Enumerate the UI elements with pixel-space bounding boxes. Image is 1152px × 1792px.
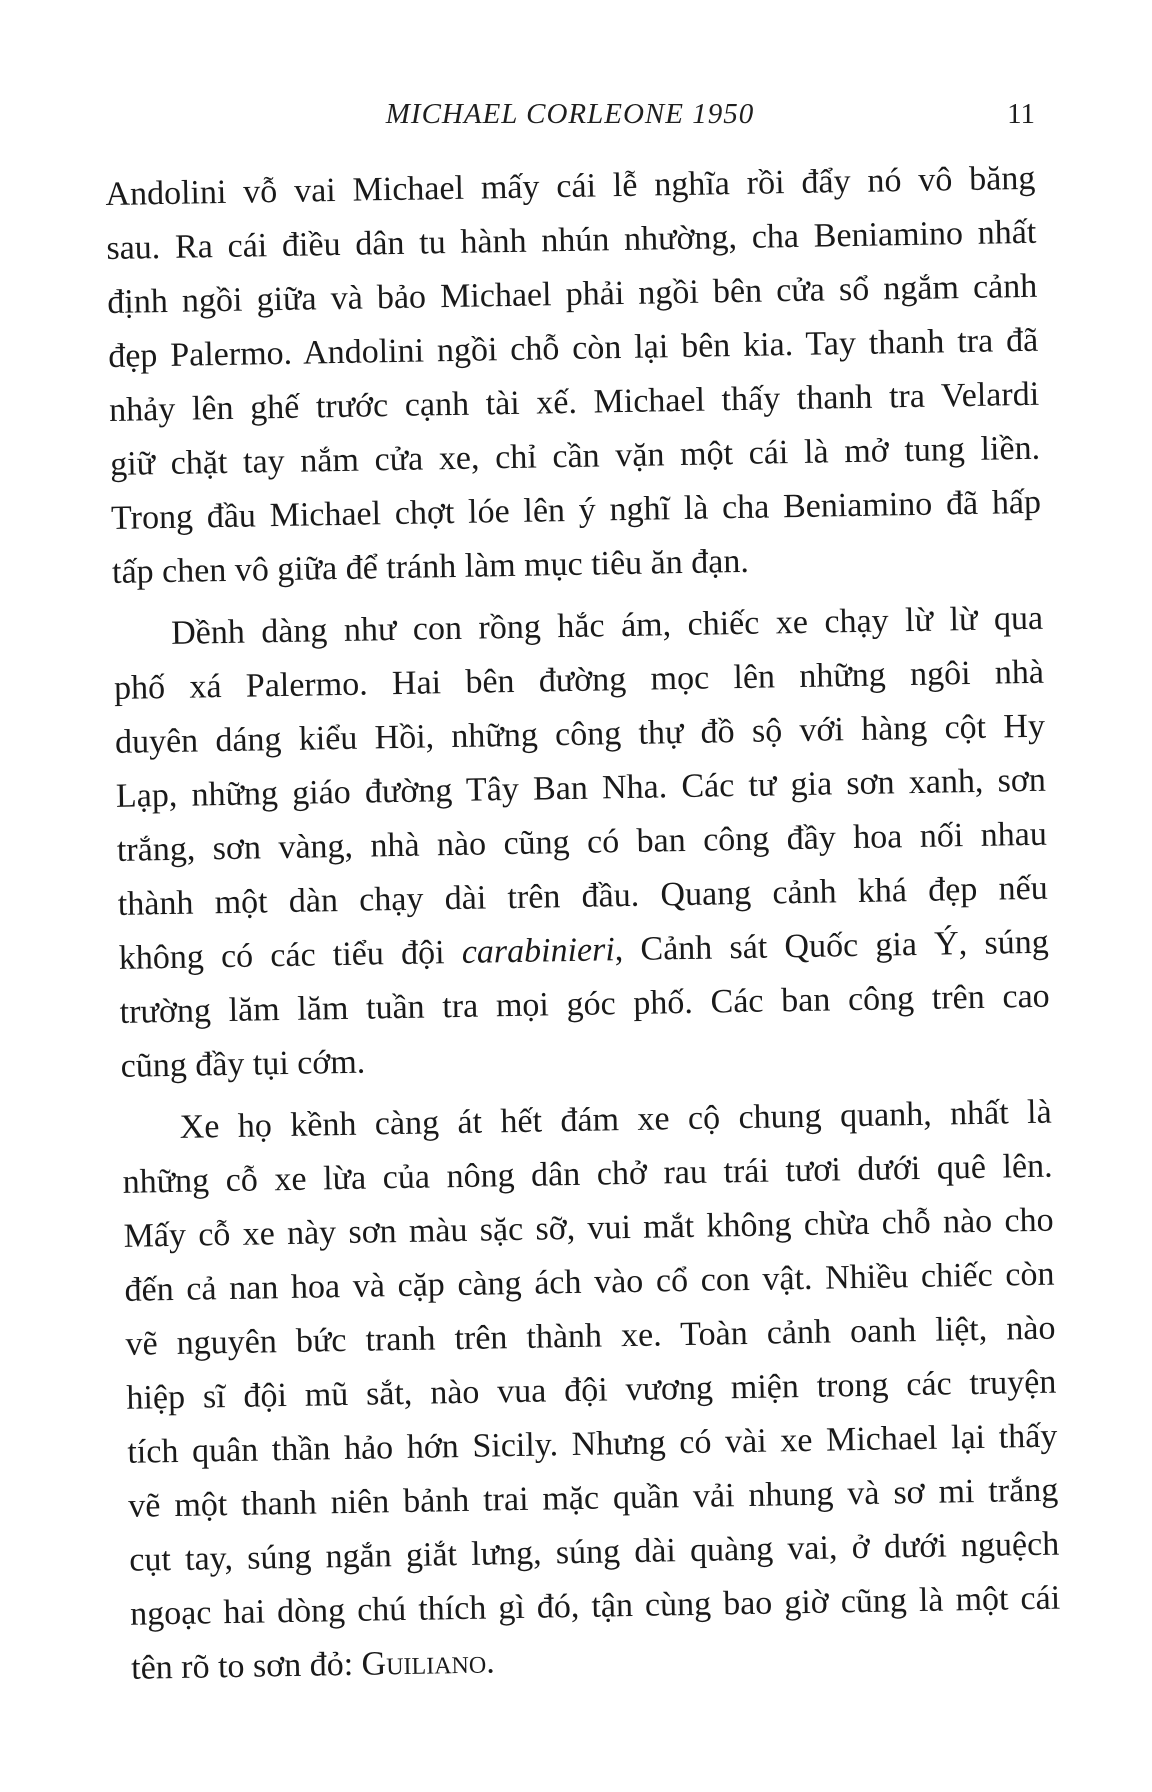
- text-line: vẽ một thanh niên bảnh trai mặc quần vải nhung và sơ mi trắng: [128, 1471, 1059, 1525]
- text-line: nhảy lên ghế trước cạnh tài xế. Michael thấy thanh tra Velardi: [108, 375, 1040, 429]
- text-line: tấp chen vô giữa để tránh làm mục tiêu ăn đạn.: [111, 542, 750, 591]
- line-segment: tên rõ to sơn đỏ:: [130, 1645, 362, 1687]
- text-line: định ngồi giữa và bảo Michael phải ngồi bên cửa sổ ngắm cảnh: [107, 267, 1038, 321]
- text-line: tích quân thần hảo hớn Sicily. Nhưng có vài xe Michael lại thấy: [127, 1417, 1058, 1471]
- line-segment: .: [485, 1643, 495, 1681]
- paragraph-1: [105, 152, 1042, 600]
- line-segment: không có các tiểu đội: [118, 933, 463, 977]
- text-line: giữ chặt tay nắm cửa xe, chỉ cần vặn một cái là mở tung liền.: [109, 429, 1041, 483]
- text-line: trường lăm lăm tuần tra mọi góc phố. Các ban công trên cao: [119, 977, 1050, 1031]
- paragraph-3: [121, 1086, 1061, 1696]
- text-line: Dềnh dàng như con rồng hắc ám, chiếc xe chạy lừ lừ qua: [170, 599, 1044, 652]
- text-line: duyên dáng kiểu Hồi, những công thự đồ sộ với hàng cột Hy: [114, 707, 1046, 761]
- text-line: đến cả nan hoa và cặp càng ách vào cổ con vật. Nhiều chiếc còn: [124, 1255, 1055, 1309]
- text-line: vẽ nguyên bức tranh trên thành xe. Toàn cảnh oanh liệt, nào: [125, 1309, 1056, 1363]
- paragraph-2: [113, 592, 1051, 1094]
- page-number: 11: [1007, 98, 1035, 130]
- italic-term: carabinieri: [461, 931, 616, 971]
- text-line: ngoạc hai dòng chú thích gì đó, tận cùng bao giờ cũng là một cái: [129, 1579, 1061, 1633]
- text-line: thành một dàn chạy dài trên đầu. Quang cảnh khá đẹp nếu: [117, 869, 1049, 923]
- text-line: sau. Ra cái điều dân tu hành nhún nhường, cha Beniamino nhất: [106, 213, 1037, 267]
- text-line: Trong đầu Michael chợt lóe lên ý nghĩ là cha Beniamino đã hấp: [110, 483, 1042, 537]
- running-header: [105, 98, 1035, 142]
- text-line: trắng, sơn vàng, nhà nào cũng có ban công đầy hoa nối nhau: [116, 815, 1048, 869]
- body-text: [105, 152, 1062, 1696]
- text-line: hiệp sĩ đội mũ sắt, nào vua đội vương miện trong các truyện: [126, 1363, 1057, 1417]
- text-line: Andolini vỗ vai Michael mấy cái lễ nghĩa rồi đẩy nó vô băng: [105, 159, 1036, 213]
- chapter-title: MICHAEL CORLEONE 1950: [385, 98, 755, 130]
- text-line: Lạp, những giáo đường Tây Ban Nha. Các tư gia sơn xanh, sơn: [115, 761, 1047, 815]
- text-line: đẹp Palermo. Andolini ngồi chỗ còn lại bên kia. Tay thanh tra đã: [107, 321, 1039, 375]
- text-line: cụt tay, súng ngắn giắt lưng, súng dài quàng vai, ở dưới nguệch: [128, 1525, 1060, 1579]
- text-line: những cỗ xe lừa của nông dân chở rau trái tươi dưới quê lên.: [122, 1147, 1053, 1201]
- text-line: phố xá Palermo. Hai bên đường mọc lên những ngôi nhà: [113, 653, 1045, 707]
- text-line: cũng đầy tụi cớm.: [120, 1043, 366, 1085]
- text-line: Mấy cỗ xe này sơn màu sặc sỡ, vui mắt không chừa chỗ nào cho: [123, 1201, 1054, 1255]
- text-line: Xe họ kềnh càng át hết đám xe cộ chung quanh, nhất là: [179, 1093, 1052, 1146]
- name-smallcaps: Guiliano: [361, 1643, 487, 1683]
- line-segment: , Cảnh sát Quốc gia Ý, súng: [614, 923, 1049, 969]
